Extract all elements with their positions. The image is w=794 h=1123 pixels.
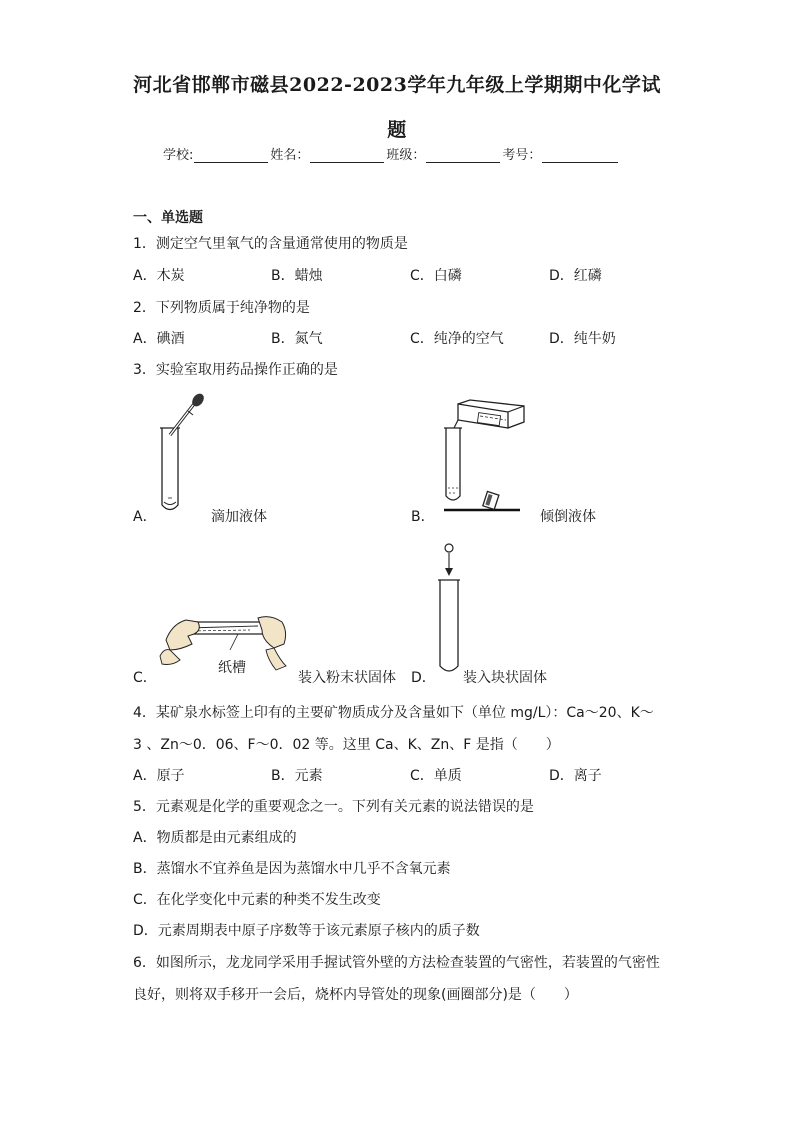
question-6-stem-line2: 良好，则将双手移开一会后，烧杯内导管处的现象(画圈部分)是（ ）: [133, 987, 578, 1003]
option-b-letter[interactable]: B．: [411, 509, 435, 525]
question-4-stem-line1: 4．某矿泉水标签上印有的主要矿物质成分及含量如下（单位 mg/L）：Ca～20、K～: [133, 705, 654, 721]
option-b[interactable]: B．蜡烛: [271, 268, 323, 284]
option-d[interactable]: D．红磷: [549, 268, 602, 284]
class-blank[interactable]: [426, 148, 500, 163]
option-c[interactable]: C．在化学变化中元素的种类不发生改变: [133, 892, 381, 908]
dropper-figure: [150, 390, 210, 520]
question-3-stem: 3．实验室取用药品操作正确的是: [133, 362, 338, 378]
pouring-figure: [428, 392, 528, 522]
option-d[interactable]: D．元素周期表中原子序数等于该元素原子核内的质子数: [133, 923, 480, 939]
question-5-stem: 5．元素观是化学的重要观念之一。下列有关元素的说法错误的是: [133, 799, 534, 815]
exam-number-blank[interactable]: [542, 148, 618, 163]
option-a[interactable]: A．物质都是由元素组成的: [133, 830, 297, 846]
option-c-caption: 装入粉末状固体: [298, 670, 396, 686]
paper-trough-label: 纸槽: [218, 660, 246, 676]
question-6-stem-line1: 6．如图所示，龙龙同学采用手握试管外壁的方法检查装置的气密性，若装置的气密性: [133, 955, 660, 971]
option-b[interactable]: B．氮气: [271, 331, 323, 347]
option-d-letter[interactable]: D．: [411, 670, 436, 686]
student-info-row: [163, 144, 620, 163]
option-d[interactable]: D．离子: [549, 768, 602, 784]
option-b[interactable]: B．蒸馏水不宜养鱼是因为蒸馏水中几乎不含氧元素: [133, 861, 451, 877]
exam-title-line2: 题: [387, 119, 407, 141]
name-label: 姓名：: [270, 148, 310, 163]
option-c[interactable]: C．白磷: [410, 268, 462, 284]
question-4-stem-line2: 3 、Zn～0．06、F～0．02 等。这里 Ca、K、Zn、F 是指（ ）: [133, 737, 560, 753]
question-1-stem: 1．测定空气里氧气的含量通常使用的物质是: [133, 236, 408, 252]
school-label: 学校:: [163, 148, 194, 163]
option-d-caption: 装入块状固体: [463, 670, 547, 686]
option-c[interactable]: C．纯净的空气: [410, 331, 504, 347]
option-a-letter[interactable]: A．: [133, 509, 157, 525]
exam-number-label: 考号：: [502, 148, 542, 163]
option-c[interactable]: C．单质: [410, 768, 462, 784]
option-c-letter[interactable]: C．: [133, 670, 157, 686]
name-blank[interactable]: [310, 148, 384, 163]
option-a-caption: 滴加液体: [211, 509, 267, 525]
option-d[interactable]: D．纯牛奶: [549, 331, 616, 347]
solid-block-figure: [432, 538, 466, 678]
section-title: 一、单选题: [133, 210, 203, 226]
option-a[interactable]: A．原子: [133, 768, 185, 784]
school-blank[interactable]: [194, 148, 268, 163]
option-a[interactable]: A．木炭: [133, 268, 185, 284]
option-a[interactable]: A．碘酒: [133, 331, 185, 347]
class-label: 班级：: [386, 148, 426, 163]
exam-title-line1: 河北省邯郸市磁县2022-2023学年九年级上学期期中化学试: [133, 74, 661, 96]
question-2-stem: 2．下列物质属于纯净物的是: [133, 300, 310, 316]
option-b[interactable]: B．元素: [271, 768, 323, 784]
option-b-caption: 倾倒液体: [540, 509, 596, 525]
